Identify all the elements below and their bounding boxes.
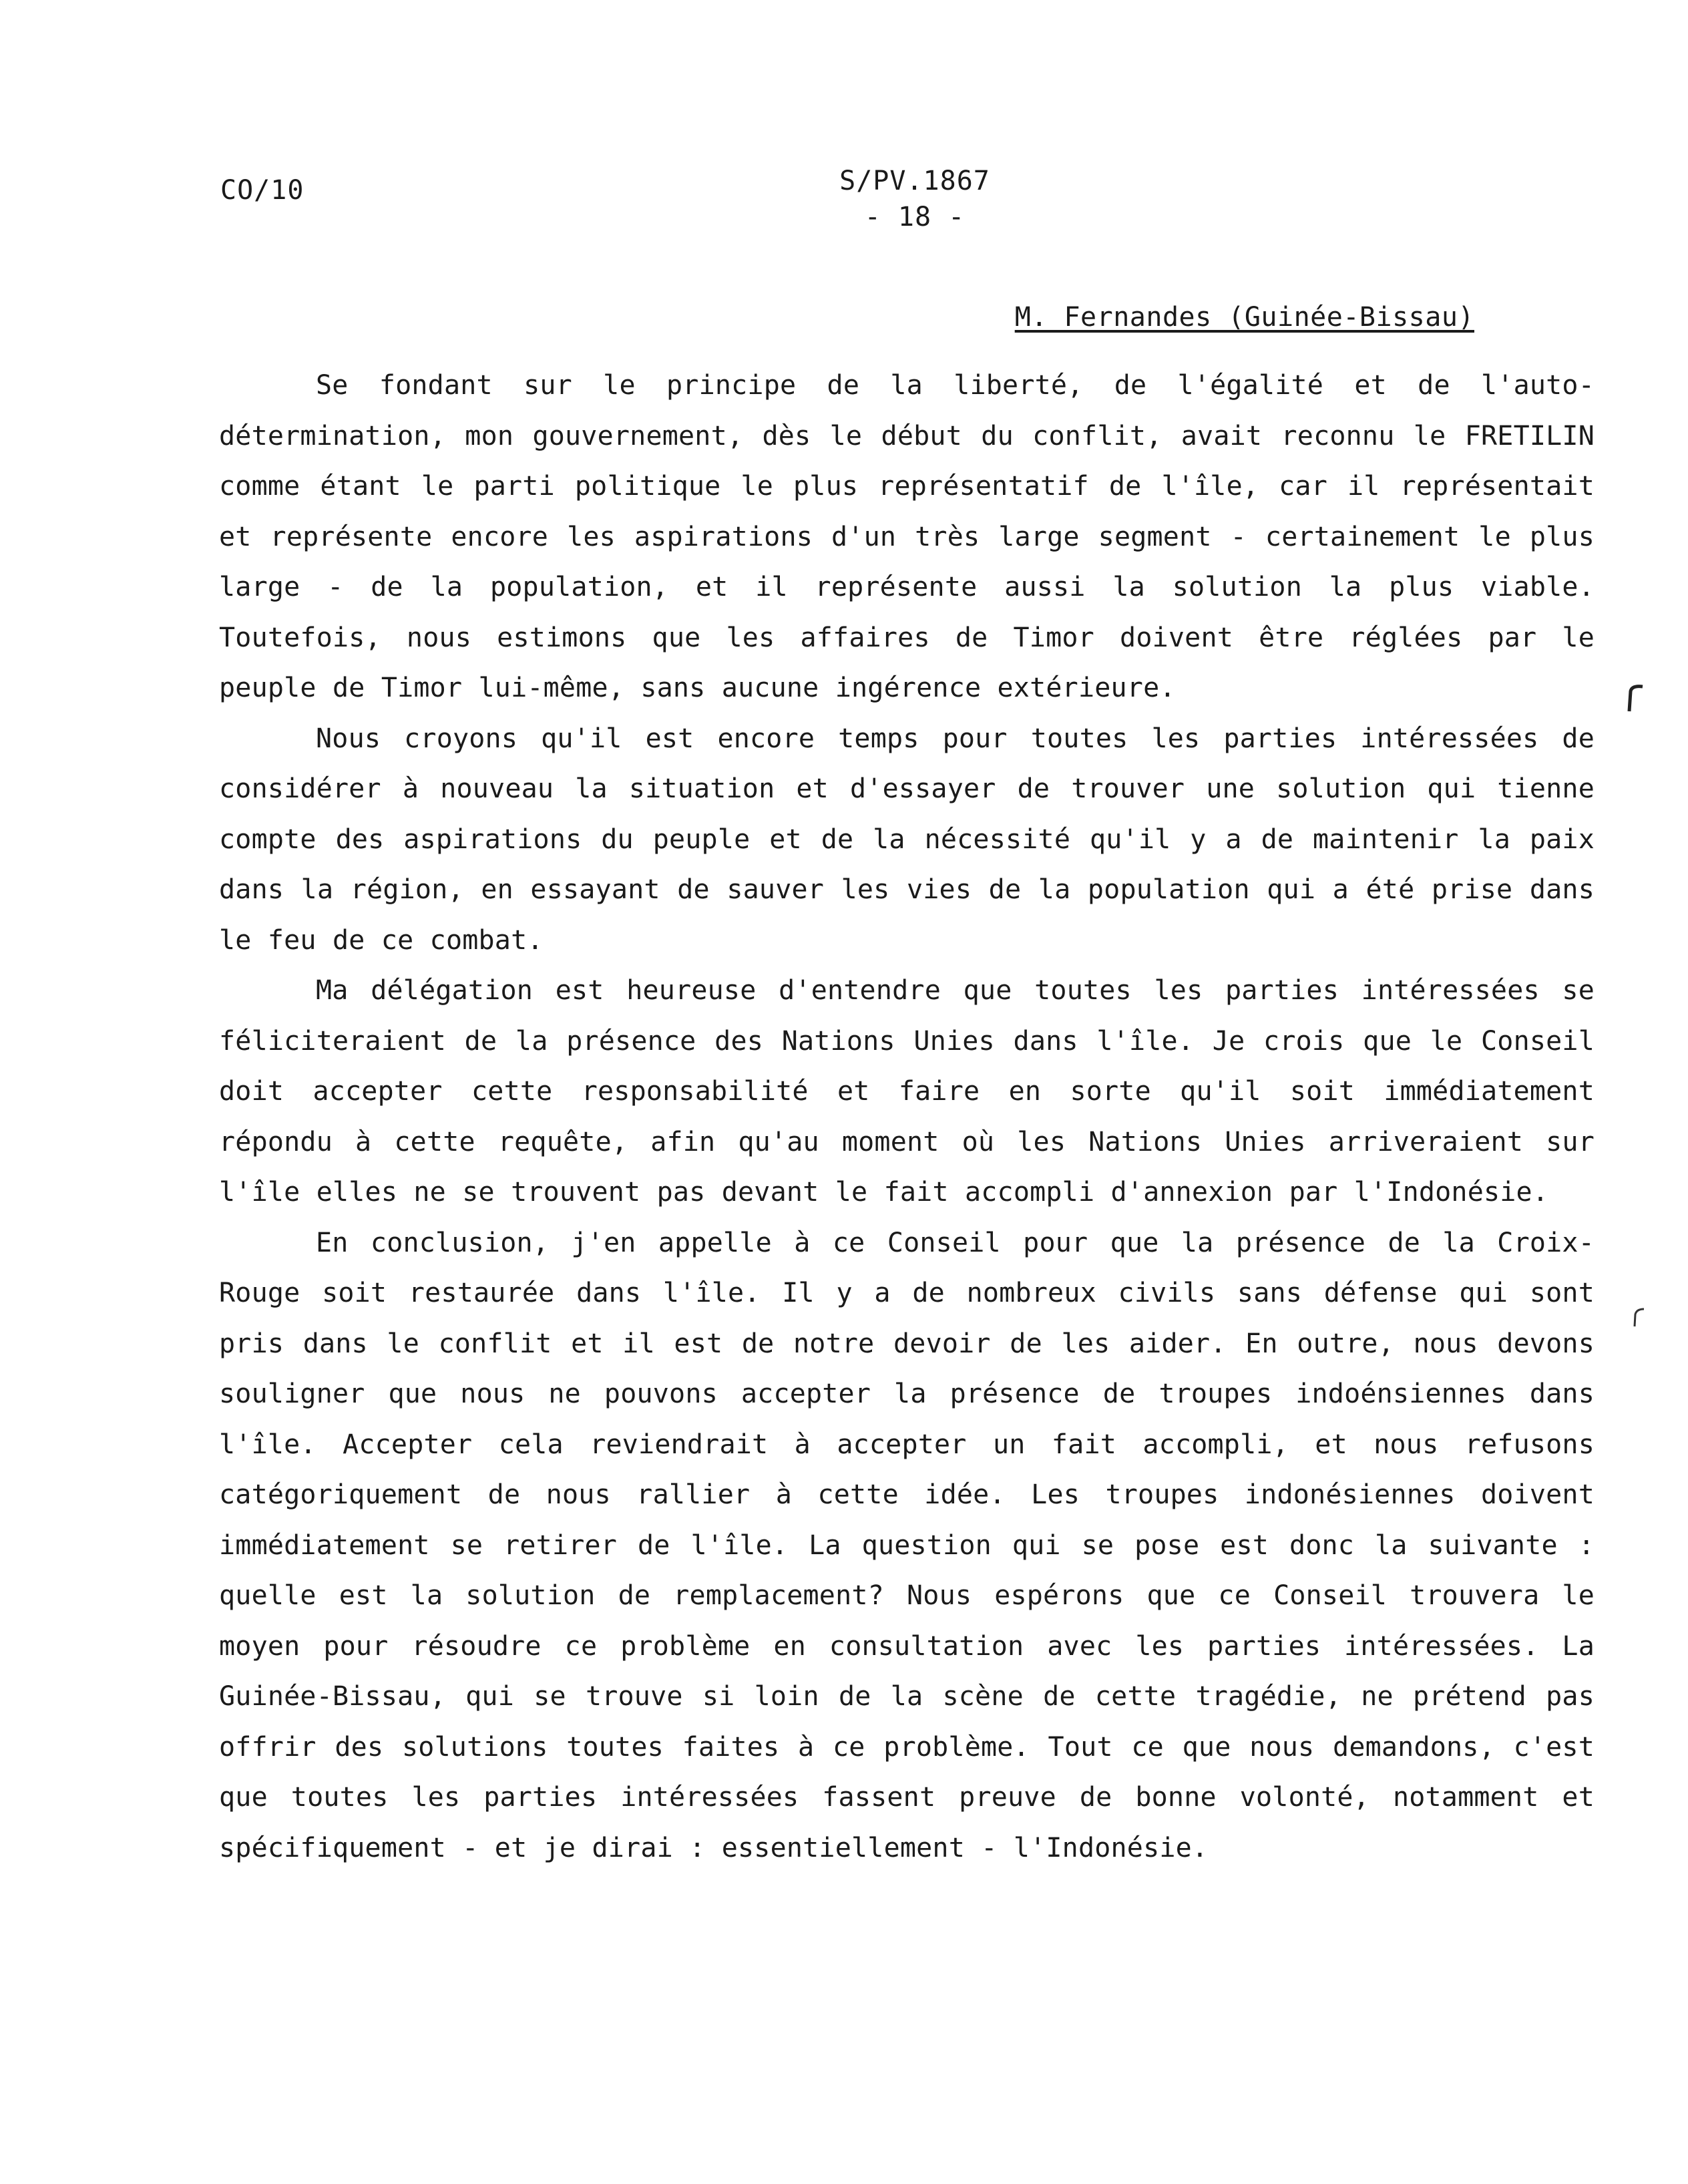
- document-header: [828, 163, 1002, 235]
- scan-mark: [1623, 681, 1649, 715]
- paragraph: Se fondant sur le principe de la liberté, de l'égalité et de l'auto-détermination, mon gouvernement, dès le début du conflit, avait reconnu le FRETILIN comme étant le parti politique le plus représentatif de l'île, car il représentait et représente encore les aspirations d'un très large segment - certainement le plus large - de la population, et il représente aussi la solution la plus viable. Toutefois, nous estimons que les affaires de Timor doivent être réglées par le peuple de Timor lui-même, sans aucune ingérence extérieure.: [219, 370, 1595, 703]
- paragraph: En conclusion, j'en appelle à ce Conseil pour que la présence de la Croix-Rouge soit restaurée dans l'île. Il y a de nombreux civils sans défense qui sont pris dans le conflit et il est de notre devoir de les aider. En outre, nous devons souligner que nous ne pouvons accepter la présence de troupes indoénsiennes dans l'île. Accepter cela reviendrait à accepter un fait accompli, et nous refusons catégoriquement de nous rallier à cette idée. Les troupes indonésiennes doivent immédiatement se retirer de l'île. La question qui se pose est donc la suivante : quelle est la solution de remplacement? Nous espérons que ce Conseil trouvera le moyen pour résoudre ce problème en consultation avec les parties intéressées. La Guinée-Bissau, qui se trouve si loin de la scène de cette tragédie, ne prétend pas offrir des solutions toutes faites à ce problème. Tout ce que nous demandons, c'est que toutes les parties intéressées fassent preuve de bonne volonté, notamment et spécifiquement - et je dirai : essentiellement - l'Indonésie.: [219, 1227, 1595, 1863]
- speech-body: [219, 361, 1595, 1873]
- document-code: CO/10: [220, 175, 304, 206]
- page-number: - 18 -: [864, 202, 966, 232]
- speaker-name: M. Fernandes (Guinée-Bissau): [1014, 302, 1474, 333]
- scan-mark: [1629, 1302, 1649, 1329]
- paragraph: Nous croyons qu'il est encore temps pour toutes les parties intéressées de considérer à nouveau la situation et d'essayer de trouver une solution qui tienne compte des aspirations du peuple et de la nécessité qu'il y a de maintenir la paix dans la région, en essayant de sauver les vies de la population qui a été prise dans le feu de ce combat.: [219, 723, 1595, 956]
- paragraph: Ma délégation est heureuse d'entendre que toutes les parties intéressées se féliciteraient de la présence des Nations Unies dans l'île. Je crois que le Conseil doit accepter cette responsabilité et faire en sorte qu'il soit immédiatement répondu à cette requête, afin qu'au moment où les Nations Unies arriveraient sur l'île elles ne se trouvent pas devant le fait accompli d'annexion par l'Indonésie.: [219, 975, 1595, 1208]
- document-symbol: S/PV.1867: [839, 166, 990, 196]
